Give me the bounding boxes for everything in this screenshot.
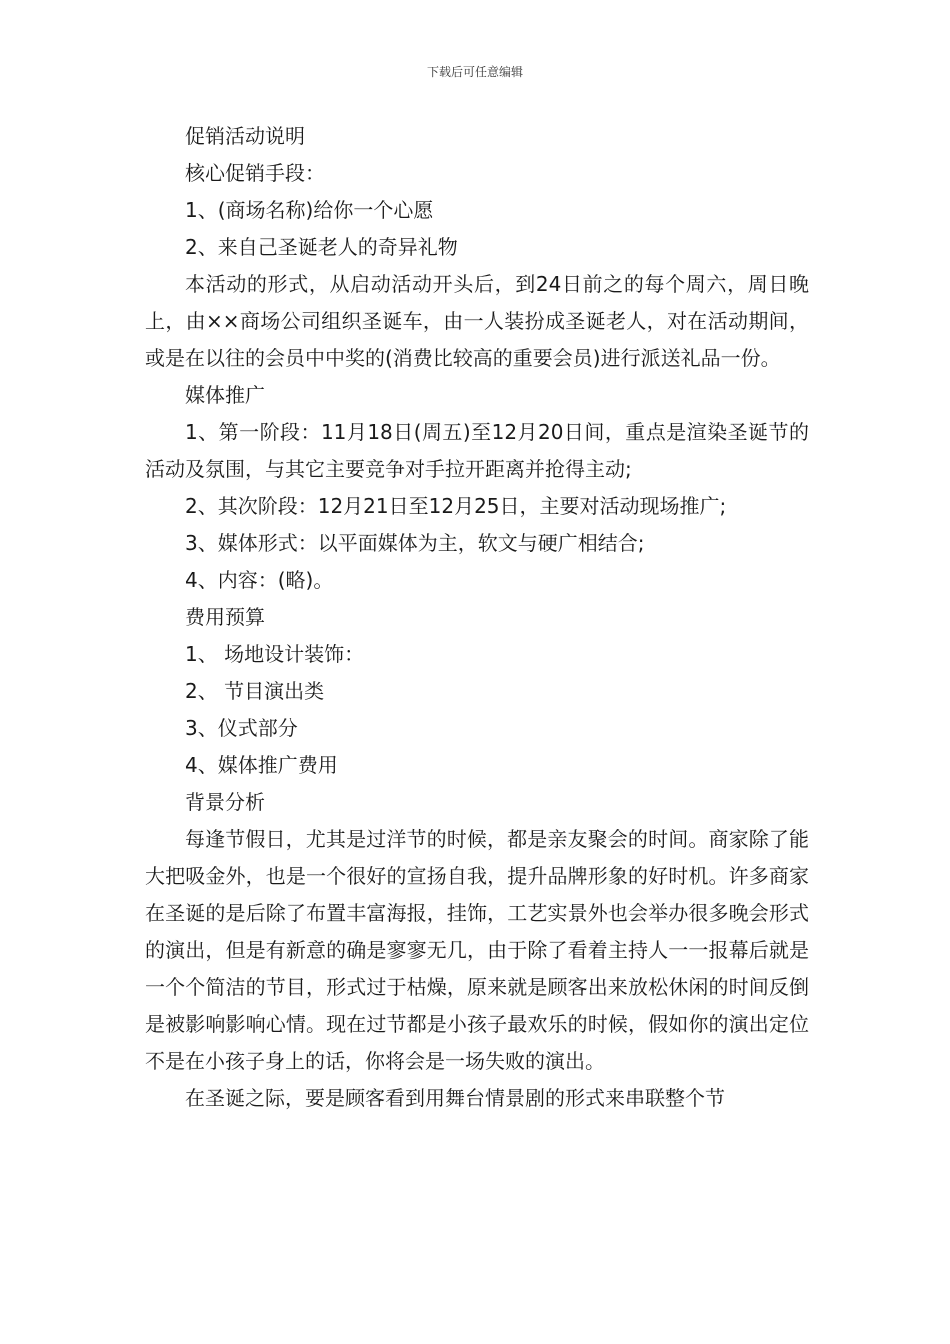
paragraph-list-item: 2、 节目演出类 [185,679,325,703]
paragraph-list-item: 2、其次阶段：12月21日至12月25日，主要对活动现场推广; [185,494,727,518]
paragraph-media-heading: 媒体推广 [185,383,265,407]
paragraph-list-item: 4、媒体推广费用 [185,753,338,777]
paragraph-background-body: 每逢节假日，尤其是过洋节的时候，都是亲友聚会的时间。商家除了能大把吸金外，也是一个很好的宣扬自我，提升品牌形象的好时机。许多商家在圣诞的是后除了布置丰富海报，挂饰，工艺实景外也会举办很多晚会形式的演出，但是有新意的确是寥寥无几，由于除了看着主持人一一报幕后就是一个个简洁的节目，形式过于枯燥，原来就是顾客出来放松休闲的时间反倒是被影响影响心情。现在过节都是小孩子最欢乐的时候，假如你的演出定位不是在小孩子身上的话，你将会是一场失败的演出。 [145,827,809,1073]
paragraph-list-item: 3、仪式部分 [185,716,298,740]
page-header-note: 下载后可任意编辑 [426,65,523,79]
paragraph-title: 促销活动说明 [185,124,305,148]
paragraph-list-item: 1、(商场名称)给你一个心愿 [185,198,434,222]
paragraph-list-item: 1、第一阶段：11月18日(周五)至12月20日间，重点是渲染圣诞节的活动及氛围，与其它主要竞争对手拉开距离并抢得主动; [145,420,809,481]
paragraph-list-item: 1、 场地设计装饰： [185,642,365,666]
paragraph-core-means: 核心促销手段： [185,161,325,185]
paragraph-christmas-intro: 在圣诞之际，要是顾客看到用舞台情景剧的形式来串联整个节 [185,1086,725,1110]
paragraph-activity-form: 本活动的形式，从启动活动开头后，到24日前之的每个周六，周日晚上，由××商场公司组织圣诞车，由一人装扮成圣诞老人，对在活动期间，或是在以往的会员中中奖的(消费比较高的重要会员)进行派送礼品一份。 [145,272,809,370]
paragraph-list-item: 2、来自己圣诞老人的奇异礼物 [185,235,458,259]
paragraph-list-item: 3、媒体形式：以平面媒体为主，软文与硬广相结合; [185,531,645,555]
document-body [145,118,809,1117]
paragraph-background-heading: 背景分析 [185,790,265,814]
paragraph-list-item: 4、内容：(略)。 [185,568,334,592]
paragraph-budget-heading: 费用预算 [185,605,265,629]
